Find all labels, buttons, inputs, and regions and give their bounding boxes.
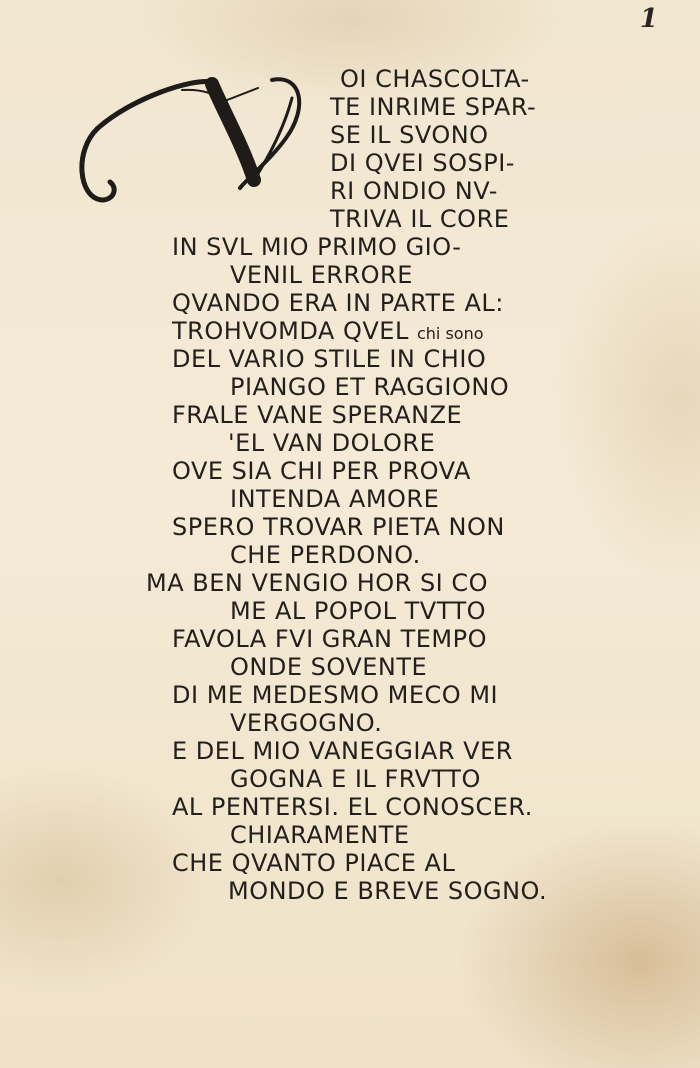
poem-line: OI CHASCOLTA- bbox=[340, 65, 530, 93]
poem-line: ME AL POPOL TVTTO bbox=[230, 597, 487, 625]
poem-line: DEL VARIO STILE IN CHIO bbox=[172, 345, 487, 373]
poem-line: DI QVEI SOSPI- bbox=[330, 149, 515, 177]
poem-line: ONDE SOVENTE bbox=[230, 653, 428, 681]
poem-line: INTENDA AMORE bbox=[230, 485, 440, 513]
poem-line: FRALE VANE SPERANZE bbox=[172, 401, 463, 429]
page-number: 1 bbox=[639, 4, 658, 34]
poem-line: DI ME MEDESMO MECO MI bbox=[172, 681, 499, 709]
poem-line: IN SVL MIO PRIMO GIO- bbox=[172, 233, 462, 261]
poem-line: E DEL MIO VANEGGIAR VER bbox=[172, 737, 513, 765]
poem-line: MONDO E BREVE SOGNO. bbox=[228, 877, 548, 905]
poem-line: AL PENTERSI. EL CONOSCER. bbox=[172, 793, 533, 821]
poem-line: GOGNA E IL FRVTTO bbox=[230, 765, 481, 793]
poem-line: SE IL SVONO bbox=[330, 121, 489, 149]
poem-line: PIANGO ET RAGGIONO bbox=[230, 373, 510, 401]
poem-line: TRIVA IL CORE bbox=[330, 205, 510, 233]
poem-line: QVANDO ERA IN PARTE AL: bbox=[172, 289, 504, 317]
poem-line: VENIL ERRORE bbox=[230, 261, 413, 289]
poem-line: SPERO TROVAR PIETA NON bbox=[172, 513, 505, 541]
poem-line-caps: TROHVOMDA QVEL bbox=[172, 317, 409, 345]
poem-line: TE INRIME SPAR- bbox=[330, 93, 537, 121]
poem-line: VERGOGNO. bbox=[230, 709, 383, 737]
poem-line-lowercase: chi sono bbox=[416, 324, 484, 343]
poem-line: RI ONDIO NV- bbox=[330, 177, 498, 205]
poem-line: FAVOLA FVI GRAN TEMPO bbox=[172, 625, 487, 653]
poem-line: CHIARAMENTE bbox=[230, 821, 410, 849]
poem-line bbox=[172, 317, 484, 348]
poem-line: MA BEN VENGIO HOR SI CO bbox=[146, 569, 489, 597]
poem-text bbox=[0, 60, 700, 920]
poem-line: 'EL VAN DOLORE bbox=[228, 429, 436, 457]
poem-line: OVE SIA CHI PER PROVA bbox=[172, 457, 471, 485]
poem-line: CHE PERDONO. bbox=[230, 541, 421, 569]
poem-line: CHE QVANTO PIACE AL bbox=[172, 849, 456, 877]
